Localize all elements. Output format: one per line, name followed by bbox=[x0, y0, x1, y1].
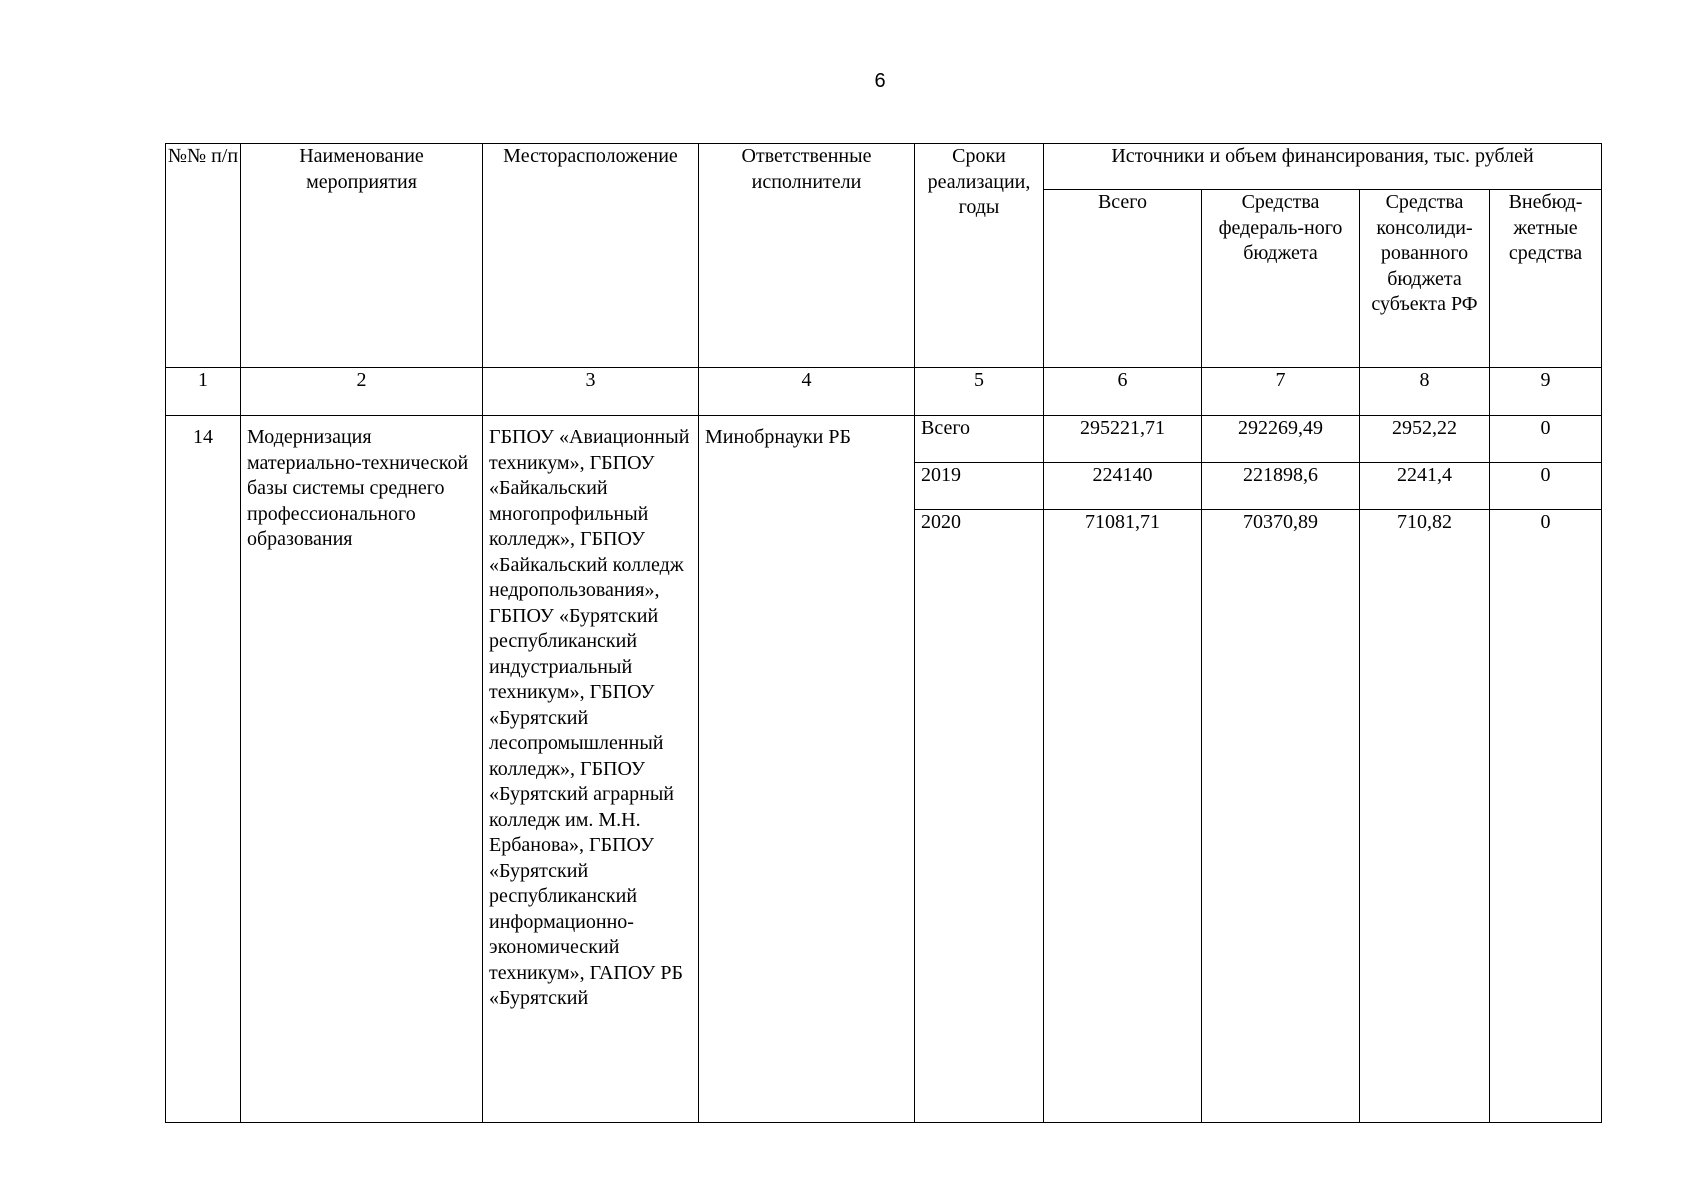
column-number: 5 bbox=[915, 368, 1044, 416]
empty-cell bbox=[1044, 556, 1202, 1123]
header-financing-group: Источники и объем финансирования, тыс. рублей bbox=[1044, 144, 1602, 190]
header-regional: Средства консолиди-рованного бюджета субъекта РФ bbox=[1360, 190, 1490, 368]
row-regional: 2952,22 bbox=[1360, 416, 1490, 463]
row-extrabudget: 0 bbox=[1490, 510, 1602, 557]
row-regional: 710,82 bbox=[1360, 510, 1490, 557]
column-number: 3 bbox=[483, 368, 699, 416]
row-period: 2020 bbox=[915, 510, 1044, 557]
column-number: 6 bbox=[1044, 368, 1202, 416]
header-federal: Средства федераль-ного бюджета bbox=[1202, 190, 1360, 368]
column-number: 2 bbox=[241, 368, 483, 416]
column-number: 4 bbox=[699, 368, 915, 416]
column-number: 1 bbox=[166, 368, 241, 416]
page-number: 6 bbox=[874, 70, 886, 92]
row-period: 2019 bbox=[915, 463, 1044, 510]
row-extrabudget: 0 bbox=[1490, 416, 1602, 463]
header-total: Всего bbox=[1044, 190, 1202, 368]
item-name: Модернизация материально-технической базы системы среднего профессионального образования bbox=[241, 416, 483, 1123]
item-executor: Минобрнауки РБ bbox=[699, 416, 915, 1123]
column-number: 7 bbox=[1202, 368, 1360, 416]
column-number: 9 bbox=[1490, 368, 1602, 416]
header-number: №№ п/п bbox=[166, 144, 241, 368]
empty-cell bbox=[1360, 556, 1490, 1123]
header-row-1 bbox=[166, 144, 1602, 190]
row-federal: 292269,49 bbox=[1202, 416, 1360, 463]
row-total: 295221,71 bbox=[1044, 416, 1202, 463]
empty-cell bbox=[1202, 556, 1360, 1123]
row-federal: 70370,89 bbox=[1202, 510, 1360, 557]
header-executors: Ответственные исполнители bbox=[699, 144, 915, 368]
row-extrabudget: 0 bbox=[1490, 463, 1602, 510]
item-number: 14 bbox=[166, 416, 241, 1123]
row-federal: 221898,6 bbox=[1202, 463, 1360, 510]
row-total: 224140 bbox=[1044, 463, 1202, 510]
column-numbers-row bbox=[166, 368, 1602, 416]
empty-cell bbox=[1490, 556, 1602, 1123]
row-regional: 2241,4 bbox=[1360, 463, 1490, 510]
financing-table bbox=[165, 143, 1602, 1123]
header-location: Месторасположение bbox=[483, 144, 699, 368]
empty-cell bbox=[915, 556, 1044, 1123]
header-event-name: Наименование мероприятия bbox=[241, 144, 483, 368]
header-extrabudget: Внебюд-жетные средства bbox=[1490, 190, 1602, 368]
table-row bbox=[166, 416, 1602, 463]
item-location: ГБПОУ «Авиационный техникум», ГБПОУ «Байкальский многопрофильный колледж», ГБПОУ «Байкальский колледж недропользования», ГБПОУ «Бурятский республиканский индустриальный техникум», ГБПОУ «Бурятский лесопромышленный колледж», ГБПОУ «Бурятский аграрный колледж им. М.Н. Ербанова», ГБПОУ «Бурятский республиканский информационно-экономический техникум», ГАПОУ РБ «Бурятский bbox=[483, 416, 699, 1123]
header-period: Сроки реализации, годы bbox=[915, 144, 1044, 368]
row-period: Всего bbox=[915, 416, 1044, 463]
row-total: 71081,71 bbox=[1044, 510, 1202, 557]
column-number: 8 bbox=[1360, 368, 1490, 416]
